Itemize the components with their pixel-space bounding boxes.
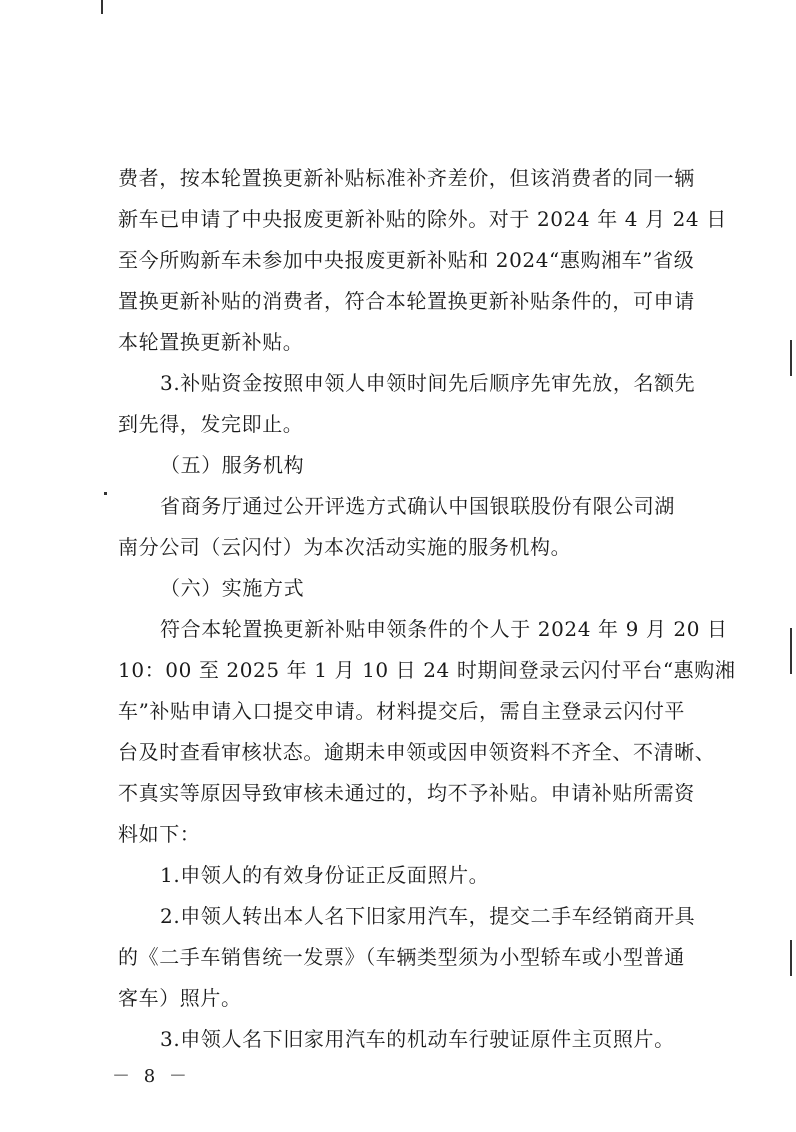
body-text-line: 不真实等原因导致审核未通过的，均不予补贴。申请补贴所需资 [118,781,695,805]
body-text-line: 本轮置换更新补贴。 [118,330,304,354]
body-text-line: 车”补贴申请入口提交申请。材料提交后，需自主登录云闪付平 [118,699,686,723]
body-text-line: 料如下： [118,822,201,846]
scan-edge-mark [790,940,792,976]
body-text-line: 置换更新补贴的消费者，符合本轮置换更新补贴条件的，可申请 [118,289,695,313]
body-text-line: 新车已申请了中央报废更新补贴的除外。对于 2024 年 4 月 24 日 [118,207,727,231]
body-text-line: 至今所购新车未参加中央报废更新补贴和 2024“惠购湘车”省级 [118,248,695,272]
body-text-line: 10：00 至 2025 年 1 月 10 日 24 时期间登录云闪付平台“惠购湘 [118,658,736,682]
body-text-line: 到先得，发完即止。 [118,412,304,436]
body-text-line: 省商务厅通过公开评选方式确认中国银联股份有限公司湖 [160,494,675,518]
scan-edge-mark [790,340,792,376]
list-item-3: 3.补贴资金按照申领人申领时间先后顺序先审先放，名额先 [160,371,696,395]
body-text-line: 的《二手车销售统一发票》（车辆类型须为小型轿车或小型普通 [118,945,685,969]
scan-dot [104,492,107,495]
scan-edge-mark [101,0,103,14]
body-text-line: 符合本轮置换更新补贴申领条件的个人于 2024 年 9 月 20 日 [160,617,728,641]
body-text-line: 费者，按本轮置换更新补贴标准补齐差价，但该消费者的同一辆 [118,166,695,190]
list-item-1: 1.申领人的有效身份证正反面照片。 [160,863,490,887]
section-heading-implementation: （六）实施方式 [160,576,305,600]
scan-edge-mark [790,628,792,674]
body-text-line: 客车）照片。 [118,986,242,1010]
page-number: － 8 － [112,1066,191,1087]
body-text-line: 南分公司（云闪付）为本次活动实施的服务机构。 [118,535,572,559]
list-item-2: 2.申领人转出本人名下旧家用汽车，提交二手车经销商开具 [160,904,696,928]
body-text-line: 台及时查看审核状态。逾期未申领或因申领资料不齐全、不清晰、 [118,740,716,764]
section-heading-service-agency: （五）服务机构 [160,453,305,477]
list-item-3b: 3.申领人名下旧家用汽车的机动车行驶证原件主页照片。 [160,1027,675,1051]
